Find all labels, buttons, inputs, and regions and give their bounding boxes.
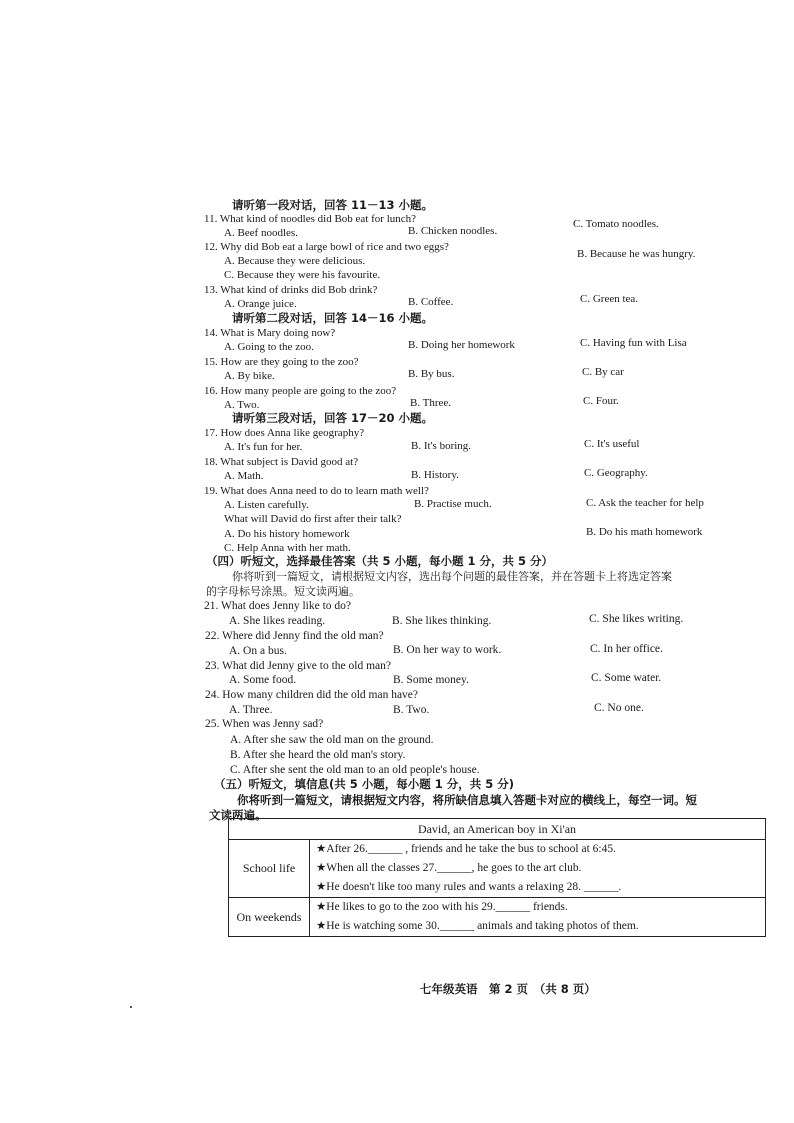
q17-text: 17. How does Anna like geography? <box>204 427 365 439</box>
on-weekends-heading: On weekends <box>229 898 310 937</box>
q13-option-a: A. Orange juice. <box>224 298 297 310</box>
dialog2-heading: 请听第二段对话，回答 14－16 小题。 <box>232 311 434 325</box>
q12-option-c: C. Because they were his favourite. <box>224 269 381 281</box>
q13-option-b: B. Coffee. <box>408 296 454 308</box>
q11-option-b: B. Chicken noodles. <box>408 225 498 237</box>
q18-option-b: B. History. <box>411 469 459 481</box>
part5-instruction-1: 你将听到一篇短文，请根据短文内容，将所缺信息填入答题卡对应的横线上，每空一词。短 <box>237 793 697 807</box>
q20-text: What will David do first after their talk? <box>224 513 402 525</box>
q17-option-b: B. It's boring. <box>411 440 472 452</box>
q25-option-b: B. After she heard the old man's story. <box>230 749 406 761</box>
q13-option-c: C. Green tea. <box>580 293 639 305</box>
blank-27-line: ★When all the classes 27.______, he goes to the art club. <box>316 862 582 874</box>
table-caption: David, an American boy in Xi'an <box>229 819 766 840</box>
q16-option-c: C. Four. <box>583 395 619 407</box>
page-footer: 七年级英语 第 2 页 （共 8 页） <box>420 982 596 996</box>
q14-text: 14. What is Mary doing now? <box>204 327 336 339</box>
q25-option-c: C. After she sent the old man to an old people's house. <box>230 764 480 776</box>
part5-instruction-2: 文读两遍。 <box>209 808 267 822</box>
q20-option-c: C. Help Anna with her math. <box>224 542 351 554</box>
q19-text: 19. What does Anna need to do to learn math well? <box>204 485 429 497</box>
school-life-cell <box>310 840 766 898</box>
q20-option-a: A. Do his history homework <box>224 528 350 540</box>
q22-option-c: C. In her office. <box>590 643 663 655</box>
q25-option-a: A. After she saw the old man on the ground. <box>230 734 434 746</box>
q22-text: 22. Where did Jenny find the old man? <box>205 630 384 642</box>
q23-option-a: A. Some food. <box>229 674 297 686</box>
q11-option-c: C. Tomato noodles. <box>573 218 659 230</box>
q19-option-b: B. Practise much. <box>414 498 492 510</box>
q23-text: 23. What did Jenny give to the old man? <box>205 660 391 672</box>
q19-option-a: A. Listen carefully. <box>224 499 309 511</box>
blank-29-line: ★He likes to go to the zoo with his 29.______ friends. <box>316 901 568 913</box>
blank-26-line: ★After 26.______ , friends and he take the bus to school at 6:45. <box>316 843 616 855</box>
info-table <box>228 818 766 937</box>
school-life-heading: School life <box>229 840 310 898</box>
q22-option-a: A. On a bus. <box>229 645 287 657</box>
dialog3-heading: 请听第三段对话，回答 17－20 小题。 <box>232 411 434 425</box>
q21-option-c: C. She likes writing. <box>589 613 684 625</box>
on-weekends-cell <box>310 898 766 937</box>
q19-option-c: C. Ask the teacher for help <box>586 497 704 509</box>
q21-text: 21. What does Jenny like to do? <box>204 600 352 612</box>
q16-option-a: A. Two. <box>224 399 260 411</box>
q20-option-b: B. Do his math homework <box>586 526 703 538</box>
q15-option-a: A. By bike. <box>224 370 275 382</box>
part4-instruction-1: 你将听到一篇短文，请根据短文内容，选出每个问题的最佳答案，并在答题卡上将选定答案 <box>232 570 672 583</box>
q16-option-b: B. Three. <box>410 397 452 409</box>
q15-text: 15. How are they going to the zoo? <box>204 356 359 368</box>
q21-option-a: A. She likes reading. <box>229 615 326 627</box>
q17-option-a: A. It's fun for her. <box>224 441 303 453</box>
q13-text: 13. What kind of drinks did Bob drink? <box>204 284 378 296</box>
q24-option-b: B. Two. <box>393 704 430 716</box>
q12-text: 12. Why did Bob eat a large bowl of rice and two eggs? <box>204 241 449 253</box>
part4-title: （四）听短文，选择最佳答案（共 5 小题，每小题 1 分，共 5 分） <box>206 554 554 568</box>
blank-30-line: ★He is watching some 30.______ animals and taking photos of them. <box>316 920 639 932</box>
q18-option-a: A. Math. <box>224 470 264 482</box>
q15-option-b: B. By bus. <box>408 368 455 380</box>
q14-option-b: B. Doing her homework <box>408 339 515 351</box>
q14-option-a: A. Going to the zoo. <box>224 341 314 353</box>
q24-option-a: A. Three. <box>229 704 273 716</box>
scan-speck <box>130 1006 132 1008</box>
q12-option-b: B. Because he was hungry. <box>577 248 696 260</box>
q21-option-b: B. She likes thinking. <box>392 615 492 627</box>
q22-option-b: B. On her way to work. <box>393 644 502 656</box>
q23-option-c: C. Some water. <box>591 672 662 684</box>
q15-option-c: C. By car <box>582 366 624 378</box>
q24-text: 24. How many children did the old man have? <box>205 689 419 701</box>
q18-text: 18. What subject is David good at? <box>204 456 359 468</box>
q14-option-c: C. Having fun with Lisa <box>580 337 687 349</box>
blank-28-line: ★He doesn't like too many rules and wants a relaxing 28. ______. <box>316 881 622 893</box>
part5-title: （五）听短文，填信息(共 5 小题，每小题 1 分，共 5 分) <box>214 777 515 791</box>
q11-text: 11. What kind of noodles did Bob eat for lunch? <box>204 213 417 225</box>
q25-text: 25. When was Jenny sad? <box>205 718 324 730</box>
dialog1-heading: 请听第一段对话，回答 11－13 小题。 <box>232 198 434 212</box>
q24-option-c: C. No one. <box>594 702 644 714</box>
q18-option-c: C. Geography. <box>584 467 648 479</box>
q12-option-a: A. Because they were delicious. <box>224 255 366 267</box>
q11-option-a: A. Beef noodles. <box>224 227 298 239</box>
q23-option-b: B. Some money. <box>393 674 469 686</box>
part4-instruction-2: 的字母标号涂黑。短文读两遍。 <box>206 585 360 598</box>
q16-text: 16. How many people are going to the zoo? <box>204 385 397 397</box>
q17-option-c: C. It's useful <box>584 438 640 450</box>
